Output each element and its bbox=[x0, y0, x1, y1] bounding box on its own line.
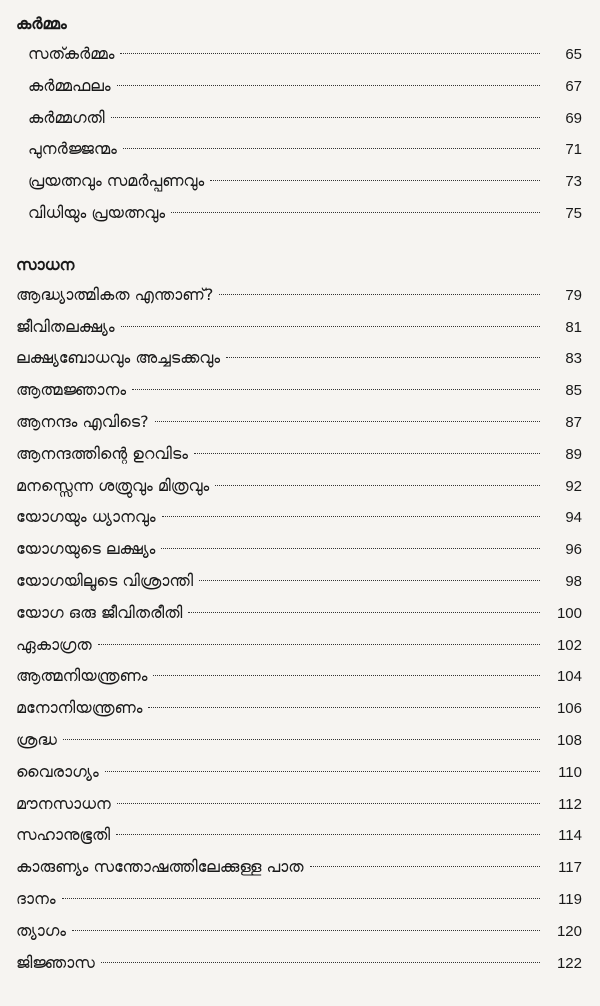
dot-leader bbox=[123, 148, 540, 149]
toc-entry-title: മനസ്സെന്ന ശത്രുവും മിത്രവും bbox=[16, 475, 210, 495]
dot-leader bbox=[171, 212, 540, 213]
toc-entry-title: സഹാനുഭൂതി bbox=[16, 825, 111, 845]
toc-entry bbox=[16, 374, 582, 406]
toc-entry bbox=[16, 597, 582, 629]
toc-entry bbox=[16, 565, 582, 597]
toc-entry bbox=[16, 788, 582, 820]
toc-entry bbox=[16, 501, 582, 533]
dot-leader bbox=[148, 707, 540, 708]
toc-entry bbox=[16, 406, 582, 438]
toc-entry-page-number: 65 bbox=[565, 46, 582, 63]
toc-entry-page-number: 75 bbox=[565, 204, 582, 222]
dot-leader bbox=[111, 117, 540, 118]
toc-entry-page-number: 71 bbox=[565, 141, 582, 159]
dot-leader bbox=[121, 326, 540, 327]
toc-entry bbox=[16, 756, 582, 788]
toc-entry bbox=[16, 629, 582, 661]
toc-entry-title: കർമ്മഫലം bbox=[28, 75, 111, 95]
toc-entry bbox=[16, 470, 582, 502]
section-heading: കർമ്മം bbox=[16, 14, 67, 33]
dot-leader bbox=[310, 866, 540, 867]
toc-entry-title: ജീവിതലക്ഷ്യം bbox=[16, 316, 115, 336]
toc-entry-title: പുനർജ്ജന്മം bbox=[28, 139, 117, 159]
toc-entry-page-number: 104 bbox=[556, 668, 582, 686]
dot-leader bbox=[162, 516, 540, 517]
toc-entry-title: യോഗയിലൂടെ വിശ്രാന്തി bbox=[16, 570, 194, 590]
toc-entry bbox=[16, 692, 582, 724]
toc-entry-title: മനോനിയന്ത്രണം bbox=[16, 698, 143, 718]
dot-leader bbox=[226, 357, 540, 358]
toc-entry-page-number: 69 bbox=[565, 109, 582, 127]
dot-leader bbox=[215, 485, 540, 486]
dot-leader bbox=[117, 85, 540, 86]
toc-entry-title: വിധിയും പ്രയത്നവും bbox=[28, 202, 166, 222]
toc-entry-title: ആനന്ദം എവിടെ? bbox=[16, 411, 149, 431]
toc-entry bbox=[28, 133, 582, 165]
dot-leader bbox=[132, 389, 540, 390]
toc-entry-page-number: 83 bbox=[565, 350, 582, 368]
toc-entry-page-number: 94 bbox=[565, 509, 582, 527]
toc-entry bbox=[16, 915, 582, 947]
toc-entry bbox=[16, 342, 582, 374]
toc-entries bbox=[14, 279, 582, 979]
toc-entry-title: ജിജ്ഞാസ bbox=[16, 952, 95, 972]
toc-entry bbox=[16, 660, 582, 692]
toc-entry-title: കർമ്മഗതി bbox=[28, 107, 105, 127]
dot-leader bbox=[72, 930, 540, 931]
toc-entry-title: പ്രയത്നവും സമർപ്പണവും bbox=[28, 171, 205, 191]
dot-leader bbox=[120, 53, 540, 54]
toc-entry-page-number: 117 bbox=[558, 859, 582, 877]
toc-entry-page-number: 112 bbox=[558, 795, 582, 813]
dot-leader bbox=[188, 612, 540, 613]
dot-leader bbox=[63, 739, 540, 740]
dot-leader bbox=[210, 180, 540, 181]
toc-entry-title: ശ്രദ്ധ bbox=[16, 729, 57, 749]
toc-entry bbox=[16, 724, 582, 756]
toc-entry bbox=[28, 197, 582, 229]
toc-entry-page-number: 119 bbox=[558, 890, 582, 908]
toc-entry bbox=[16, 311, 582, 343]
dot-leader bbox=[155, 421, 540, 422]
toc-entry bbox=[16, 947, 582, 979]
toc-entry bbox=[16, 438, 582, 470]
dot-leader bbox=[116, 834, 540, 835]
toc-entry bbox=[16, 851, 582, 883]
toc-entry-title: യോഗ ഒരു ജീവിതരീതി bbox=[16, 602, 183, 622]
toc-entry-page-number: 98 bbox=[565, 572, 582, 590]
toc-entry-page-number: 106 bbox=[556, 700, 582, 718]
toc-entry-title: ഏകാഗ്രത bbox=[16, 634, 92, 654]
toc-entry-title: വൈരാഗ്യം bbox=[16, 761, 99, 781]
dot-leader bbox=[194, 453, 540, 454]
toc-entry-title: യോഗയുടെ ലക്ഷ്യം bbox=[16, 539, 156, 559]
toc-entry-title: മൗനസാധന bbox=[16, 793, 111, 813]
toc-entry-title: ആനന്ദത്തിന്റെ ഉറവിടം bbox=[16, 443, 188, 463]
dot-leader bbox=[161, 548, 540, 549]
toc-entry-page-number: 73 bbox=[565, 173, 582, 191]
dot-leader bbox=[219, 294, 540, 295]
toc-entry-page-number: 114 bbox=[558, 827, 582, 845]
toc-entry-page-number: 79 bbox=[565, 286, 582, 304]
section-heading: സാധന bbox=[16, 254, 75, 274]
toc-entry-title: ആദ്ധ്യാത്മികത എന്താണ്? bbox=[16, 284, 214, 304]
toc-entry-page-number: 110 bbox=[558, 763, 582, 781]
toc-entry-page-number: 122 bbox=[556, 954, 582, 972]
dot-leader bbox=[62, 898, 540, 899]
toc-entry bbox=[16, 819, 582, 851]
dot-leader bbox=[117, 803, 540, 804]
toc-section-karmam bbox=[14, 10, 582, 229]
toc-entry-title: യോഗയും ധ്യാനവും bbox=[16, 507, 156, 527]
toc-entry bbox=[28, 38, 582, 70]
toc-entry-title: ആത്മജ്ഞാനം bbox=[16, 380, 127, 400]
toc-entry bbox=[16, 533, 582, 565]
toc-entry-title: കാരുണ്യം സന്തോഷത്തിലേക്കുള്ള പാത bbox=[16, 857, 304, 877]
toc-section-sadhana bbox=[14, 251, 582, 979]
toc-entry bbox=[28, 102, 582, 134]
toc-entry-title: ത്യാഗം bbox=[16, 920, 67, 940]
toc-entry-page-number: 67 bbox=[565, 77, 582, 95]
toc-entry-page-number: 102 bbox=[556, 636, 582, 654]
dot-leader bbox=[153, 675, 540, 676]
toc-entries bbox=[14, 38, 582, 229]
toc-entry-page-number: 89 bbox=[565, 445, 582, 463]
toc-entry-page-number: 96 bbox=[565, 541, 582, 559]
dot-leader bbox=[199, 580, 540, 581]
toc-entry-title: ലക്ഷ്യബോധവും അച്ചടക്കവും bbox=[16, 348, 221, 368]
dot-leader bbox=[98, 644, 540, 645]
toc-entry-page-number: 120 bbox=[556, 922, 582, 940]
toc-entry-title: സത്കർമ്മം bbox=[28, 44, 115, 63]
toc-entry-page-number: 92 bbox=[565, 477, 582, 495]
toc-entry-page-number: 108 bbox=[556, 731, 582, 749]
toc-entry-page-number: 85 bbox=[565, 382, 582, 400]
toc-entry-title: ദാനം bbox=[16, 888, 56, 908]
toc-entry bbox=[16, 883, 582, 915]
toc-entry bbox=[28, 70, 582, 102]
toc-entry-page-number: 81 bbox=[565, 318, 582, 336]
toc-entry-title: ആത്മനിയന്ത്രണം bbox=[16, 666, 148, 686]
toc-entry-page-number: 100 bbox=[556, 604, 582, 622]
toc-entry bbox=[28, 165, 582, 197]
toc-entry-page-number: 87 bbox=[565, 413, 582, 431]
toc-entry bbox=[16, 279, 582, 311]
dot-leader bbox=[105, 771, 540, 772]
dot-leader bbox=[101, 962, 540, 963]
